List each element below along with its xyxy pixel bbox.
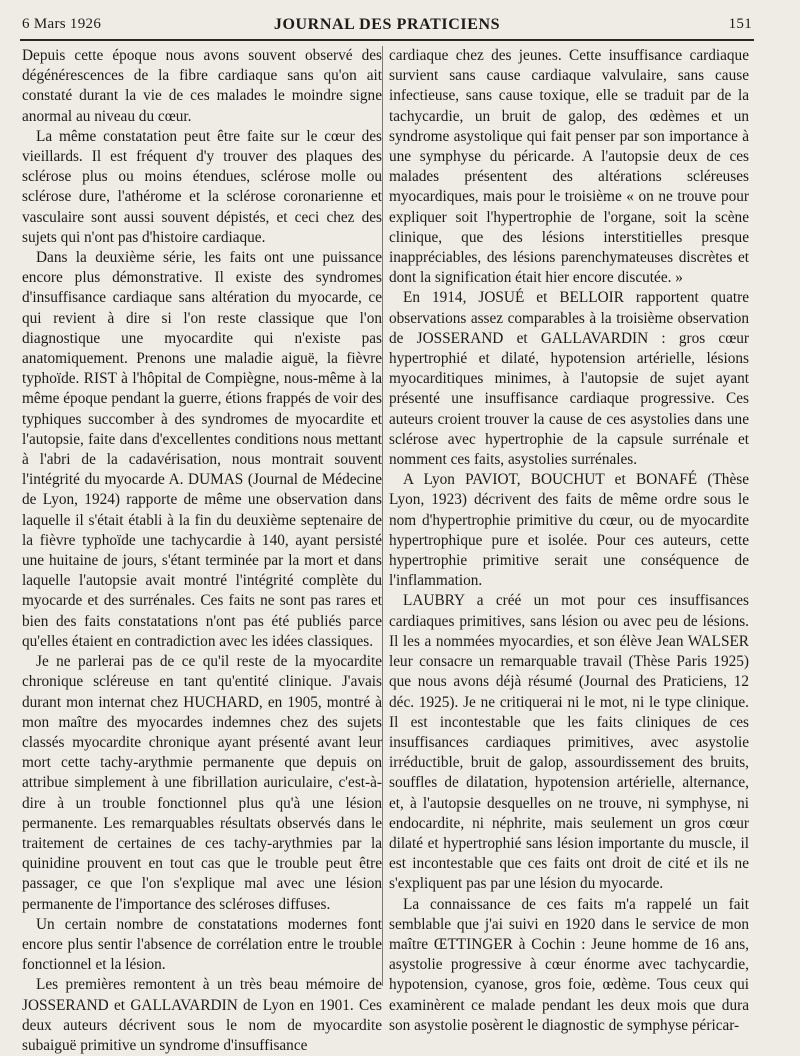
header-rule bbox=[20, 39, 754, 41]
paragraph: Dans la deuxième série, les faits ont une puissance encore plus démonstrative. Il existe des syndromes d'insuffisance cardiaque sans altération du myocarde, ce qui revient à dire si l'on reste classique que l'on diagnostique une myocardite qui n'existe pas anatomiquement. Prenons une maladie aiguë, la fièvre typhoïde. RIST à l'hôpital de Compiègne, nous-même à la même époque pendant la guerre, étions frappés de voir des typhiques succomber à des syndromes de myocardite et l'autopsie, faite dans d'excellentes conditions nous mettant à l'abri de la cadavérisation, nous montrait souvent l'intégrité du myocarde A. DUMAS (Journal de Médecine de Lyon, 1924) rapporte de même une observation dans laquelle il s'était établi à la fin du deuxième septenaire de la fièvre typhoïde une tachycardie à 140, ayant persisté une huitaine de jours, s'étant terminée par la mort et dans laquelle l'autopsie avait montré l'intégrité complète du myocarde et des surrénales. Ces faits ne sont pas rares et bien des faits constatations n'ont pas été publiés parce qu'elles étaient en contradiction avec les idées classiques. bbox=[22, 249, 382, 650]
paragraph: A Lyon PAVIOT, BOUCHUT et BONAFÉ (Thèse Lyon, 1923) décrivent des faits de même ordre sous le nom d'hypertrophie primitive du cœur, ou de myocardite hypertrophique pure et isolée. Pour ces auteurs, cette hypertrophie primitive serait une conséquence de l'inflammation. bbox=[389, 471, 749, 590]
paragraph: Un certain nombre de constatations modernes font encore plus sentir l'absence de corrélation entre le trouble fonctionnel et la lésion. bbox=[22, 915, 382, 974]
paragraph: Je ne parlerai pas de ce qu'il reste de la myocardite chronique scléreuse en tant qu'entité clinique. J'avais durant mon internat chez HUCHARD, en 1905, montré à mon maître des myocardes indemnes chez des sujets classés myocardite chronique ayant présenté avant leur mort cette tachy-arythmie permanente que depuis on attribue simplement à une fibrillation auriculaire, c'est-à-dire à un trouble fonctionnel plus qu'à une lésion permanente. Les remarquables résultats observés dans le traitement de certaines de ces tachy-arythmies par la quinidine prouvent en tout cas que le trouble peut être passager, ce que l'on s'explique mal avec une lésion permanente de l'importance des scléroses diffuses. bbox=[22, 653, 382, 913]
paragraph: Les premières remontent à un très beau mémoire de JOSSERAND et GALLAVARDIN de Lyon en 1901. Ces deux auteurs décrivent sous le nom de myocardite subaiguë primitive un syndrome d'insuffisance bbox=[22, 976, 382, 1054]
right-column bbox=[389, 46, 749, 1036]
column-divider bbox=[382, 46, 383, 986]
page-header bbox=[22, 16, 752, 38]
issue-date: 6 Mars 1926 bbox=[22, 16, 102, 32]
journal-title: JOURNAL DES PRATICIENS bbox=[273, 16, 501, 33]
paragraph: En 1914, JOSUÉ et BELLOIR rapportent quatre observations assez comparables à la troisième observation de JOSSERAND et GALLAVARDIN : gros cœur hypertrophié et dilaté, hypotension artérielle, lésions myocarditiques minimes, à l'autopsie de sujet ayant présenté une insuffisance cardiaque progressive. Ces auteurs croient trouver la cause de ces asystolies dans une sclérose avec hypertrophie de la capsule surrénale et nomment ces faits, asystolies surrénales. bbox=[389, 289, 749, 469]
paragraph: La connaissance de ces faits m'a rappelé un fait semblable que j'ai suivi en 1920 dans le service de mon maître ŒTTINGER à Cochin : Jeune homme de 16 ans, asystolie progressive à cœur énorme avec tachycardie, hypotension, cyanose, gros foie, œdème. Tous ceux qui examinèrent ce malade pendant les deux mois que dura son asystolie posèrent le diagnostic de symphyse péricar- bbox=[389, 895, 749, 1034]
paragraph: LAUBRY a créé un mot pour ces insuffisances cardiaques primitives, sans lésion ou avec peu de lésions. Il les a nommées myocardies, et son élève Jean WALSER leur consacre un remarquable travail (Thèse Paris 1925) que nous avons déjà résumé (Journal des Praticiens, 12 déc. 1925). Je ne critiquerai ni le mot, ni le type clinique. Il est incontestable que les faits cliniques de ces insuffisances cardiaques primitives, avec asystolie irréductible, bruit de galop, assourdissement des bruits, souffles de dilatation, hypotension artérielle, alternance, et, à l'autopsie desquelles on ne trouve, ni symphyse, ni endocardite, ni néphrite, mais seulement un gros cœur dilaté et hypertrophié sans lésion importante du muscle, il est incontestable que ces faits ont droit de cité et ils ne s'expliquent pas par une lésion du myocarde. bbox=[389, 592, 749, 893]
left-column bbox=[22, 46, 382, 1056]
paragraph: cardiaque chez des jeunes. Cette insuffisance cardiaque survient sans cause cardiaque valvulaire, sans cause infectieuse, sans cause toxique, elle se traduit par de la tachycardie, un bruit de galop, des œdèmes et un syndrome asystolique qui fait penser par son importance à une symphyse du péricarde. A l'autopsie deux de ces malades présentent des altérations scléreuses myocardiques, mais pour le troisième « on ne trouve pour expliquer soit l'hypertrophie de l'organe, soit la scène clinique, que des lésions interstitielles presque inappréciables, des lésions parenchymateuses discrètes et dont la signification était hier encore discutée. » bbox=[389, 47, 749, 287]
paragraph: La même constatation peut être faite sur le cœur des vieillards. Il est fréquent d'y trouver des plaques des sclérose plus ou moins étendues, sclérose molle ou sclérose dure, l'athérome et la sclérose coronarienne et vasculaire sont aussi souvent dépistés, et ceci chez des sujets qui n'ont pas d'histoire cardiaque. bbox=[22, 127, 382, 246]
page-number: 151 bbox=[728, 16, 752, 32]
paragraph: Depuis cette époque nous avons souvent observé des dégénérescences de la fibre cardiaque sans qu'on ait constaté durant la vie de ces malades le moindre signe anormal au niveau du cœur. bbox=[22, 47, 382, 125]
